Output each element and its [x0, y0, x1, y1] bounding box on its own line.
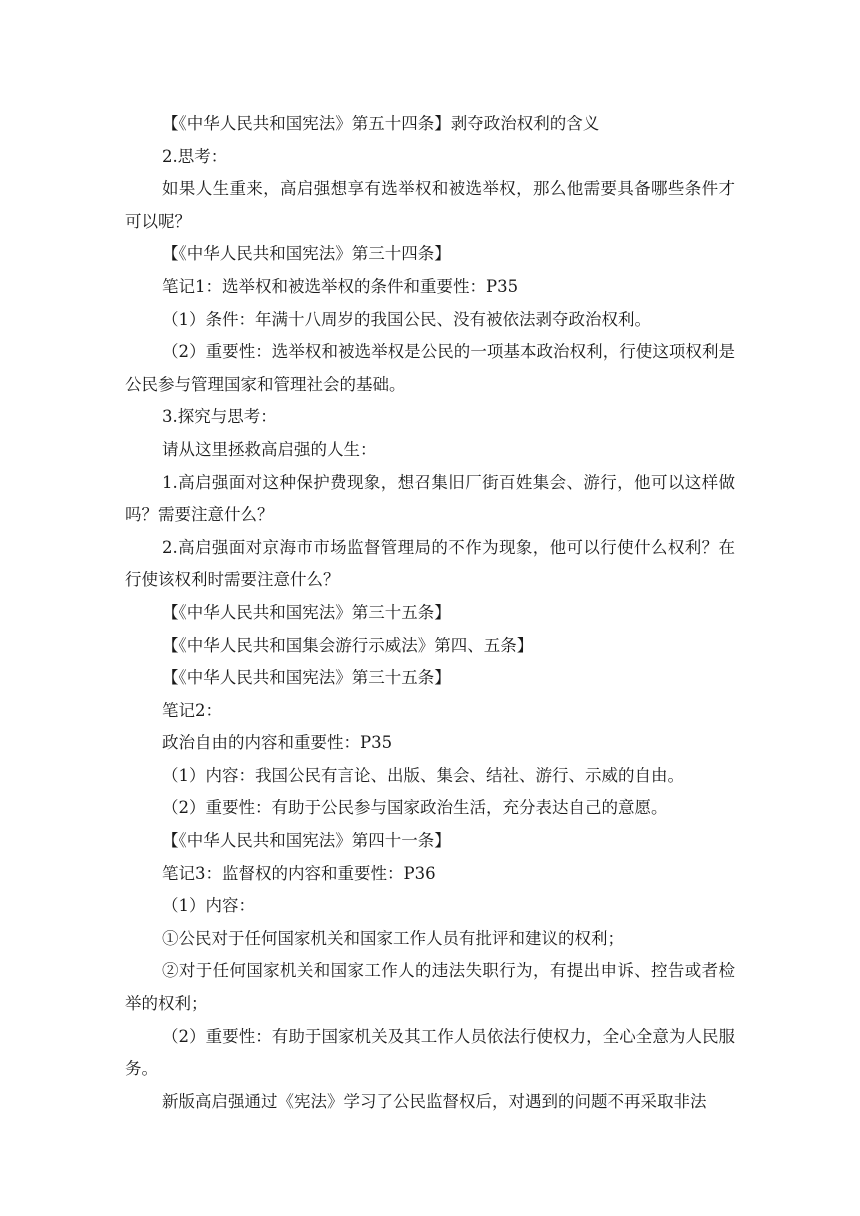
- paragraph-note-1-importance: （2）重要性：选举权和被选举权是公民的一项基本政治权利，行使这项权利是公民参与管理国家和管理社会的基础。: [125, 342, 735, 394]
- paragraph-article-34: 【《中华人民共和国宪法》第三十四条】: [162, 244, 451, 264]
- paragraph-note-2-title: 政治自由的内容和重要性：P35: [162, 733, 393, 753]
- paragraph-question-election: 如果人生重来，高启强想享有选举权和被选举权，那么他需要具备哪些条件才可以呢？: [125, 179, 735, 231]
- document-body: [125, 108, 735, 1118]
- paragraph-article-35-a: 【《中华人民共和国宪法》第三十五条】: [162, 602, 451, 622]
- paragraph-article-41: 【《中华人民共和国宪法》第四十一条】: [162, 831, 451, 851]
- paragraph-note-1: 笔记1：选举权和被选举权的条件和重要性：P35: [162, 276, 519, 296]
- paragraph-note-3-item-2: ②对于任何国家机关和国家工作人的违法失职行为，有提出申诉、控告或者检举的权利；: [125, 961, 735, 1014]
- paragraph-note-3-content-label: （1）内容：: [162, 896, 255, 916]
- paragraph-note-2-importance: （2）重要性：有助于公民参与国家政治生活，充分表达自己的意愿。: [162, 798, 668, 818]
- paragraph-heading-think: 2.思考：: [162, 146, 228, 166]
- paragraph-note-2-content: （1）内容：我国公民有言论、出版、集会、结社、游行、示威的自由。: [162, 765, 684, 785]
- paragraph-heading-explore: 3.探究与思考：: [162, 407, 277, 427]
- paragraph-question-2: 2.高启强面对京海市市场监督管理局的不作为现象，他可以行使什么权利？在行使该权利时需要注意什么？: [125, 537, 735, 590]
- paragraph-note-1-condition: （1）条件：年满十八周岁的我国公民、没有被依法剥夺政治权利。: [162, 309, 651, 329]
- paragraph-closing: 新版高启强通过《宪法》学习了公民监督权后，对遇到的问题不再采取非法: [162, 1091, 707, 1111]
- paragraph-assembly-law: 【《中华人民共和国集会游行示威法》第四、五条】: [162, 635, 534, 655]
- paragraph-rescue-intro: 请从这里拯救高启强的人生：: [162, 439, 377, 459]
- paragraph-article-35-b: 【《中华人民共和国宪法》第三十五条】: [162, 668, 451, 688]
- paragraph-note-3: 笔记3：监督权的内容和重要性：P36: [162, 863, 436, 883]
- paragraph-note-2: 笔记2：: [162, 700, 222, 720]
- paragraph-article-54: 【《中华人民共和国宪法》第五十四条】剥夺政治权利的含义: [162, 114, 600, 133]
- paragraph-question-1: 1.高启强面对这种保护费现象，想召集旧厂街百姓集会、游行，他可以这样做吗？需要注意什么？: [125, 472, 735, 525]
- paragraph-note-3-importance: （2）重要性：有助于国家机关及其工作人员依法行使权力，全心全意为人民服务。: [125, 1026, 735, 1079]
- paragraph-note-3-item-1: ①公民对于任何国家机关和国家工作人员有批评和建议的权利；: [162, 928, 624, 948]
